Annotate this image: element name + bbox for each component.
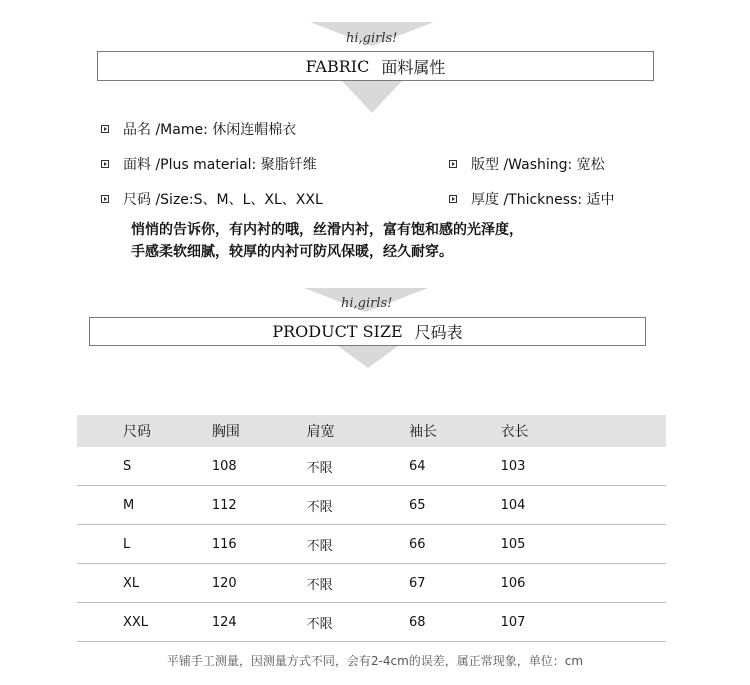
table-cell: 105: [500, 525, 666, 564]
column-header: 胸围: [211, 415, 306, 447]
decor-triangle-bottom: [342, 81, 402, 113]
table-cell: 68: [408, 603, 500, 642]
column-header: 衣长: [500, 415, 666, 447]
measurement-footnote: 平铺手工测量，因测量方式不同，会有2-4cm的误差，属正常现象，单位：cm: [166, 654, 584, 668]
description: [131, 219, 523, 263]
fabric-header: [97, 51, 654, 81]
description-line: 悄悄的告诉你，有内衬的哦，丝滑内衬，富有饱和感的光泽度，: [131, 222, 523, 238]
size-title-en: PRODUCT SIZE: [272, 322, 403, 341]
description-line: 手感柔软细腻，较厚的内衬可防风保暖，经久耐穿。: [131, 244, 453, 260]
table-cell: S: [77, 447, 211, 486]
attr-name: [101, 119, 296, 139]
section-tag: hi,girls!: [341, 296, 393, 311]
table-cell: XL: [77, 564, 211, 603]
table-row: [77, 603, 666, 642]
table-cell: 不限: [306, 447, 408, 486]
table-cell: 108: [211, 447, 306, 486]
table-cell: 104: [500, 486, 666, 525]
attr-washing-text: 版型 /Washing: 宽松: [471, 157, 605, 173]
table-cell: 116: [211, 525, 306, 564]
table-cell: 不限: [306, 486, 408, 525]
attr-size-text: 尺码 /Size:S、M、L、XL、XXL: [123, 192, 323, 208]
table-row: [77, 447, 666, 486]
table-cell: 112: [211, 486, 306, 525]
table-cell: 103: [500, 447, 666, 486]
size-table: [77, 415, 666, 642]
table-row: [77, 486, 666, 525]
table-cell: 107: [500, 603, 666, 642]
product-size-header: [89, 317, 646, 346]
table-cell: L: [77, 525, 211, 564]
table-row: [77, 525, 666, 564]
table-cell: 106: [500, 564, 666, 603]
attr-thickness-text: 厚度 /Thickness: 适中: [471, 192, 615, 208]
fabric-title-cn: 面料属性: [381, 57, 446, 77]
attr-name-text: 品名 /Mame: 休闲连帽棉衣: [123, 122, 297, 138]
table-row: [77, 564, 666, 603]
attr-material-text: 面料 /Plus material: 聚脂钎维: [123, 157, 317, 173]
table-cell: 不限: [306, 564, 408, 603]
play-bullet-icon: [101, 195, 109, 203]
play-bullet-icon: [449, 195, 457, 203]
table-cell: 不限: [306, 603, 408, 642]
attr-washing: [449, 154, 605, 174]
play-bullet-icon: [101, 160, 109, 168]
section-tag: hi,girls!: [346, 31, 398, 46]
attr-material: [101, 154, 317, 174]
table-cell: 65: [408, 486, 500, 525]
table-cell: 66: [408, 525, 500, 564]
table-cell: 124: [211, 603, 306, 642]
attr-size: [101, 189, 323, 209]
table-cell: 64: [408, 447, 500, 486]
table-cell: M: [77, 486, 211, 525]
decor-triangle-bottom: [338, 346, 398, 368]
play-bullet-icon: [101, 125, 109, 133]
column-header: 袖长: [408, 415, 500, 447]
fabric-title-en: FABRIC: [305, 56, 370, 76]
play-bullet-icon: [449, 160, 457, 168]
column-header: 肩宽: [306, 415, 408, 447]
table-cell: 120: [211, 564, 306, 603]
table-cell: 67: [408, 564, 500, 603]
table-cell: 不限: [306, 525, 408, 564]
column-header: 尺码: [77, 415, 211, 447]
attr-thickness: [449, 189, 615, 209]
size-title-cn: 尺码表: [414, 323, 463, 342]
table-cell: XXL: [77, 603, 211, 642]
table-header-row: [77, 415, 666, 447]
